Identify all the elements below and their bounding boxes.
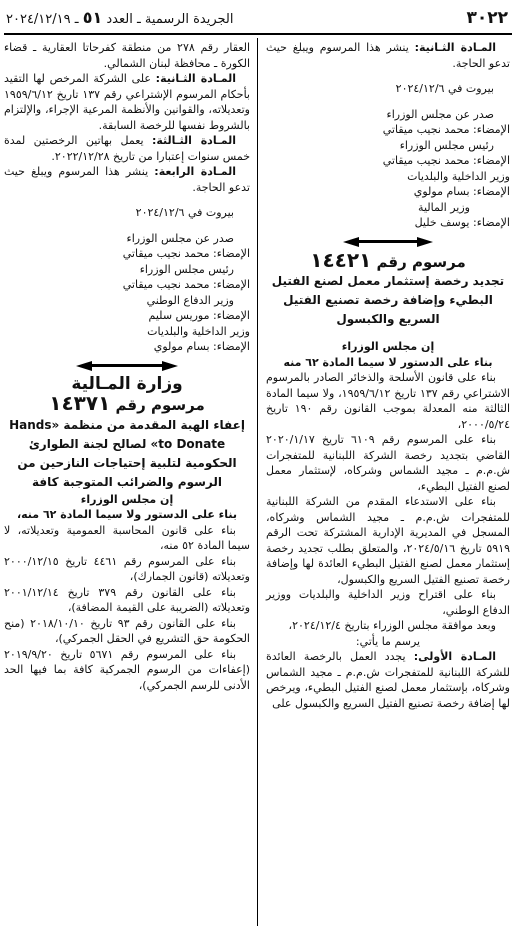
decree-label: مرسوم رقم	[115, 396, 205, 414]
column-divider	[257, 38, 258, 926]
section-separator	[266, 237, 510, 247]
decree-number: ١٤٤٢١	[310, 247, 372, 272]
article-text: يجدد العمل بالرخصة العائدة للشركة اللبنانية للمتفجرات ش.م.م ـ مجيد الشماس وشركاه، بإستثمار معمل لصنع الفتيل البطيء، ويرخص لها إضافة رخصة تصنيع الفتيل السريع والكبسول على	[266, 650, 510, 710]
signature-title: رئيس مجلس الوزراء	[399, 138, 494, 152]
preamble-paragraph: بناء على المرسوم رقم ٤٤٦١ تاريخ ٢٠٠٠/١٢/١٥ وتعديلاته (قانون الجمارك)،	[4, 554, 250, 583]
decree-title: إعفاء الهبة المقدمة من منظمة «Hands to Donate» لصالح لجنة الطوارئ الحكومية لتلبية إحتياجات النازحين من الرسوم والضرائب المتوجبة كافة	[9, 417, 245, 489]
signature-name: الإمضاء: محمد نجيب ميقاتي	[382, 154, 510, 167]
gazette-title	[6, 8, 234, 27]
constitution-line: بناء على الدستور ولا سيما المادة ٦٢ منه،	[16, 508, 238, 521]
preamble-paragraph: بناء على المرسوم رقم ٥٦٧١ تاريخ ٢٠١٩/٩/٢٠ (إعفاءات من الرسوم الجمركية كافة بما فيها الحد الأدنى للرسم الجمركي)،	[4, 647, 250, 692]
left-column	[4, 40, 250, 693]
page-header	[0, 0, 516, 32]
date-line: بيروت في ٢٠٢٤/١٢/٦	[135, 206, 234, 219]
preamble-paragraph: بناء على قانون المحاسبة العمومية وتعديلاته، لا سيما المادة ٥٢ منه،	[4, 523, 250, 552]
article-paragraph	[266, 40, 510, 71]
article-paragraph	[4, 133, 250, 164]
signature-title: وزير الداخلية والبلديات	[147, 324, 250, 338]
article-heading: المـادة الثـانية:	[155, 72, 236, 85]
header-rule	[4, 33, 512, 35]
preamble-paragraph: بناء على المرسوم رقم ٦١٠٩ تاريخ ٢٠٢٠/١/١٧ القاضي بتجديد رخصة الشركة اللبنانية للمتفجرات ش.م.م ـ مجيد الشماس وشركاه، لإستثمار معمل لصنع الفتيل البطيء،	[266, 433, 510, 493]
signature-title: صدر عن مجلس الوزراء	[126, 231, 234, 245]
decree-number: ١٤٣٧١	[49, 391, 111, 415]
section-separator	[4, 361, 250, 371]
decree-heading	[266, 247, 510, 272]
signature-name: الإمضاء: محمد نجيب ميقاتي	[122, 278, 250, 291]
continued-paragraph: العقار رقم ٢٧٨ من منطقة كفرحاتا العقارية ـ قضاء الكورة ـ محافظة لبنان الشمالي.	[4, 41, 250, 70]
preamble-paragraph: بناء على الاستدعاء المقدم من الشركة اللبنانية للمتفجرات ش.م.م ـ مجيد الشماس وشركاه، المسجل في المديرية الإدارية المشتركة تحت الرقم ٥٩١٩ تاريخ ٢٠٢٤/٥/١٦، والمتعلق بطلب تجديد رخصة إستثمار معمل لصنع الفتيل البطيء العائدة لها وإضافة رخصة تصنيع الفتيل السريع والكبسول،	[266, 495, 511, 586]
preamble-paragraph: بناء على القانون رقم ٩٣ تاريخ ٢٠١٨/١٠/١٠ (منح الحكومة حق التشريع في الحقل الجمركي)،	[4, 616, 250, 645]
article-paragraph	[4, 164, 250, 195]
article-text: يعمل بهاتين الرخصتين لمدة خمس سنوات إعتبارا من تاريخ ٢٠٢٢/١٢/٢٨.	[4, 134, 250, 163]
article-text: ينشر هذا المرسوم ويبلغ حيث تدعو الحاجة.	[266, 41, 510, 70]
signature-title: وزير الدفاع الوطني	[146, 293, 234, 307]
signature-name: الإمضاء: محمد نجيب ميقاتي	[382, 123, 510, 136]
article-text: ينشر هذا المرسوم ويبلغ حيث تدعو الحاجة.	[4, 165, 250, 194]
preamble-paragraph: وبعد موافقة مجلس الوزراء بتاريخ ٢٠٢٤/١٢/٤،	[288, 619, 496, 632]
signature-name: الإمضاء: محمد نجيب ميقاتي	[122, 247, 250, 260]
article-paragraph	[266, 649, 510, 711]
council-line: إن مجلس الوزراء	[341, 340, 435, 353]
article-paragraph	[4, 71, 250, 133]
decree-heading	[4, 391, 250, 415]
issue-number: ٥١	[82, 8, 103, 27]
page-number: ٣٠٢٢	[466, 8, 508, 28]
article-heading: المـادة الثـانية:	[414, 41, 496, 54]
article-text: على الشركة المرخص لها التقيد بأحكام المرسوم الإشتراعي رقم ١٣٧ تاريخ ١٩٥٩/٦/١٢ وتعديلاته، والقوانين والأنظمة المرعية الإجراء، والإلتزام بالشروط نفسها للرخصة السابقة.	[4, 72, 250, 132]
article-heading: المـادة الأولى:	[413, 650, 496, 663]
constitution-line: بناء على الدستور لا سيما المادة ٦٢ منه	[283, 355, 493, 369]
ministry-heading: وزارة المـالية	[71, 373, 183, 394]
decree-title: تجديد رخصة إستثمار معمل لصنع الفتيل البطيء وإضافة رخصة تصنيع الفتيل السريع والكبسول	[271, 274, 505, 326]
signature-name: الإمضاء: بسام مولوي	[153, 340, 250, 353]
date-line: بيروت في ٢٠٢٤/١٢/٦	[395, 82, 494, 95]
signature-name: الإمضاء: بسام مولوي	[413, 185, 510, 198]
preamble-paragraph: بناء على اقتراح وزير الداخلية والبلديات ووزير الدفاع الوطني،	[266, 588, 510, 617]
right-column	[266, 40, 510, 711]
signature-title: وزير المالية	[418, 200, 470, 214]
council-line: إن مجلس الوزراء	[80, 492, 174, 506]
signature-name: الإمضاء: يوسف خليل	[414, 216, 510, 229]
signature-name: الإمضاء: موريس سليم	[148, 309, 250, 322]
signature-title: وزير الداخلية والبلديات	[407, 169, 510, 183]
signature-title: صدر عن مجلس الوزراء	[386, 107, 494, 121]
decree-label: مرسوم رقم	[376, 252, 466, 271]
publication-name: الجريدة الرسمية ـ العدد	[106, 12, 234, 27]
decrees-line: يرسم ما يأتي:	[355, 634, 421, 648]
preamble-paragraph: بناء على القانون رقم ٣٧٩ تاريخ ٢٠٠١/١٢/١٤ وتعديلاته (الضريبة على القيمة المضافة)،	[4, 585, 250, 614]
signature-title: رئيس مجلس الوزراء	[139, 262, 234, 276]
article-heading: المـادة الرابعة:	[154, 165, 237, 178]
preamble-paragraph: بناء على قانون الأسلحة والذخائر الصادر بالمرسوم الاشتراعي رقم ١٣٧ تاريخ ١٩٥٩/٦/١٢، ولا سيما المادة الثالثة منه المعدلة بموجب القانون رقم ١٩٠ تاريخ ٢٠٠٠/٥/٢٤،	[266, 371, 510, 431]
article-heading: المـادة الثـالثة:	[151, 134, 236, 147]
issue-date: ـ ٢٠٢٤/١٢/١٩	[6, 12, 79, 27]
